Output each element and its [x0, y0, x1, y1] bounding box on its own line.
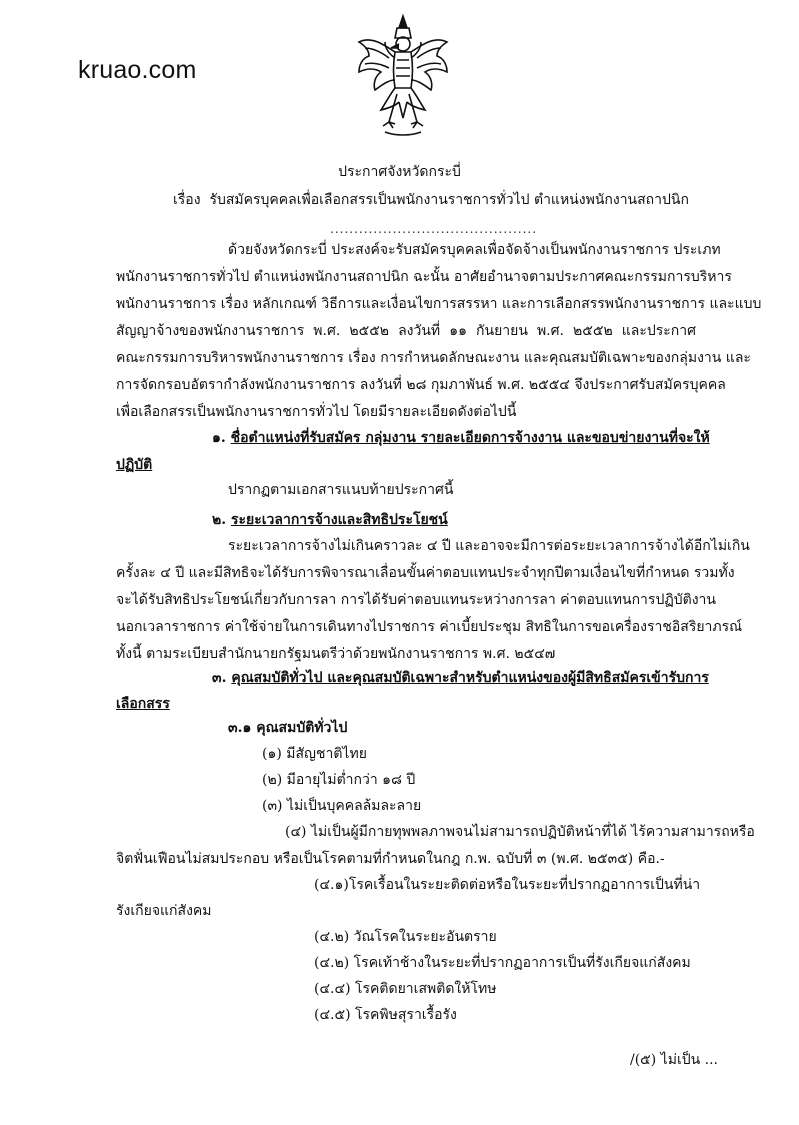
section-2-title: ระยะเวลาการจ้างและสิทธิประโยชน์: [230, 512, 448, 528]
section-3-title-cont: เลือกสรร: [116, 696, 170, 712]
subject-label: เรื่อง: [173, 192, 201, 208]
section-2-line: ครั้งละ ๔ ปี และมีสิทธิจะได้รับการพิจารณาเลื่อนขั้นค่าตอบแทนประจำทุกปีตามเงื่อนไขที่กำหนด รวมทั้ง: [116, 565, 735, 581]
section-2-line: จะได้รับสิทธิประโยชน์เกี่ยวกับการลา การได้รับค่าตอบแทนระหว่างการลา ค่าตอบแทนการปฏิบัติงาน: [116, 592, 716, 608]
intro-line: สัญญาจ้างของพนักงานราชการ พ.ศ. ๒๕๕๒ ลงวันที่ ๑๑ กันยายน พ.ศ. ๒๕๕๒ และประกาศ: [116, 323, 696, 339]
section-3-title: คุณสมบัติทั่วไป และคุณสมบัติเฉพาะสำหรับตำแหน่งของผู้มีสิทธิสมัครเข้ารับการ: [231, 670, 709, 686]
disease-item: (๔.๑)โรคเรื้อนในระยะติดต่อหรือในระยะที่ปรากฏอาการเป็นที่น่า: [314, 877, 701, 893]
intro-line: คณะกรรมการบริหารพนักงานราชการ เรื่อง การกำหนดลักษณะงาน และคุณสมบัติเฉพาะของกลุ่มงาน และ: [116, 350, 751, 366]
section-1-number: ๑.: [212, 430, 226, 446]
disease-item: (๔.๒) โรคเท้าช้างในระยะที่ปรากฏอาการเป็นที่รังเกียจแก่สังคม: [314, 955, 691, 971]
section-1-title: ชื่อตำแหน่งที่รับสมัคร กลุ่มงาน รายละเอียดการจ้างงาน และขอบข่ายงานที่จะให้: [230, 430, 710, 446]
qualification-item: (๓) ไม่เป็นบุคคลล้มละลาย: [262, 798, 422, 814]
intro-line: เพื่อเลือกสรรเป็นพนักงานราชการทั่วไป โดยมีรายละเอียดดังต่อไปนี้: [116, 404, 517, 420]
disease-item: (๔.๔) โรคติดยาเสพติดให้โทษ: [314, 981, 497, 997]
section-3-1-heading: ๓.๑ คุณสมบัติทั่วไป: [228, 720, 348, 736]
section-2-line: ระยะเวลาการจ้างไม่เกินคราวละ ๔ ปี และอาจจะมีการต่อระยะเวลาการจ้างได้อีกไม่เกิน: [228, 538, 750, 554]
qualification-item: (๒) มีอายุไม่ต่ำกว่า ๑๘ ปี: [262, 772, 416, 788]
qualification-item-4-cont: จิตฟั่นเฟือนไม่สมประกอบ หรือเป็นโรคตามที่กำหนดในกฎ ก.พ. ฉบับที่ ๓ (พ.ศ. ๒๕๓๕) คือ.-: [116, 851, 665, 867]
watermark: kruao.com: [78, 56, 197, 84]
qualification-item: (๑) มีสัญชาติไทย: [262, 746, 367, 762]
intro-line: พนักงานราชการ เรื่อง หลักเกณฑ์ วิธีการและเงื่อนไขการสรรหา และการเลือกสรรพนักงานราชการ และแบบ: [116, 296, 762, 312]
section-1-body: ปรากฏตามเอกสารแนบท้ายประกาศนี้: [228, 482, 454, 498]
section-2-heading: [212, 510, 448, 530]
section-2-line: ทั้งนี้ ตามระเบียบสำนักนายกรัฐมนตรีว่าด้วยพนักงานราชการ พ.ศ. ๒๕๔๗: [116, 646, 556, 662]
subject-line: [173, 190, 689, 210]
section-2-number: ๒.: [212, 512, 227, 528]
disease-item: (๔.๒) วัณโรคในระยะอันตราย: [314, 929, 497, 945]
garuda-emblem-icon: [355, 14, 451, 140]
intro-line: การจัดกรอบอัตรากำลังพนักงานราชการ ลงวันที่ ๒๘ กุมภาพันธ์ พ.ศ. ๒๕๕๔ จึงประกาศรับสมัครบุคคล: [116, 377, 726, 393]
section-1-heading: [212, 428, 710, 448]
section-3-number: ๓.: [212, 670, 227, 686]
continuation-note: /(๕) ไม่เป็น ...: [630, 1052, 718, 1068]
disease-item: (๔.๕) โรคพิษสุราเรื้อรัง: [314, 1007, 457, 1023]
intro-line: พนักงานราชการทั่วไป ตำแหน่งพนักงานสถาปนิก ฉะนั้น อาศัยอำนาจตามประกาศคณะกรรมการบริหาร: [116, 269, 732, 285]
page-title: ประกาศจังหวัดกระบี่: [338, 164, 461, 180]
divider-dots: ...........................................: [330, 222, 538, 236]
disease-item-cont: รังเกียจแก่สังคม: [116, 903, 212, 919]
section-1-title-cont: ปฏิบัติ: [116, 457, 153, 473]
section-2-line: นอกเวลาราชการ ค่าใช้จ่ายในการเดินทางไปราชการ ค่าเบี้ยประชุม สิทธิในการขอเครื่องราชอิสริยาภรณ์: [116, 619, 743, 635]
section-3-heading: [212, 668, 709, 688]
intro-line: ด้วยจังหวัดกระบี่ ประสงค์จะรับสมัครบุคคลเพื่อจัดจ้างเป็นพนักงานราชการ ประเภท: [228, 242, 721, 258]
subject-text: รับสมัครบุคคลเพื่อเลือกสรรเป็นพนักงานราชการทั่วไป ตำแหน่งพนักงานสถาปนิก: [209, 192, 689, 208]
qualification-item-4: (๔) ไม่เป็นผู้มีกายทุพพลภาพจนไม่สามารถปฏิบัติหน้าที่ได้ ไร้ความสามารถหรือ: [285, 824, 755, 840]
